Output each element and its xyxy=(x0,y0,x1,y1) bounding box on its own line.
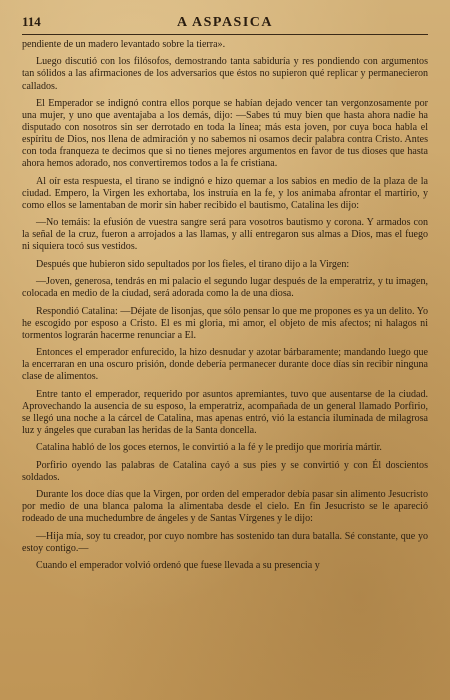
paragraph: Cuando el emperador volvió ordenó que fuese llevada a su presencia y xyxy=(36,560,320,572)
paragraph: Entre tanto el emperador, requerido por asuntos apremiantes, tuvo que ausentarse de la ciudad. Aprovechando la ausencia de su esposo, la emperatriz, acompañada de un general llamado Porfirio, se llegó una noche a la cárcel de Catalina, mas apenas entró, vió la estancia iluminada de milagrosa luz y ángeles que curaban las heridas de la Santa doncella. xyxy=(22,388,428,436)
page-header xyxy=(22,14,428,35)
paragraph: Durante los doce días que la Virgen, por orden del emperador debía pasar sin alimento Jesucristo por medio de una blanca paloma la alimentaba desde el cielo. En fin Jesucristo se le apareció rodeado de una muchedumbre de ángeles y de Santas Vírgenes y le dijo: xyxy=(22,489,428,525)
paragraph: Catalina habló de los goces eternos, le convirtió a la fé y le predijo que moriría mártir. xyxy=(36,442,382,454)
paragraph-continuation: pendiente de un madero levantado sobre la tierra». xyxy=(22,39,226,50)
paragraph: Después que hubieron sido sepultados por los fieles, el tirano dijo a la Virgen: xyxy=(36,258,350,270)
paragraph: El Emperador se indignó contra ellos porque se habían dejado vencer tan vergonzosamente por una mujer, y uno que aventajaba a los demás, dijo: —Sabes tú muy bien que hasta ahora nadie ha disputado con nosotros sin ser derrotado en toda la línea; más esta joven, por cuya boca habla el espíritu de Dios, nos llena de admiración y no sabemos ni osamos decir palabra contra Cristo. Antes con toda franqueza te decimos que si no tienes mejores argumentos en favor de tus dioses que hasta ahora hemos adorado, nos convertiremos todos a la fe cristiana. xyxy=(22,97,428,170)
paragraph: —Hija mía, soy tu creador, por cuyo nombre has sostenido tan dura batalla. Sé constante, que yo estoy contigo.— xyxy=(22,530,428,554)
paragraph: Entonces el emperador enfurecido, la hizo desnudar y azotar bárbaramente; mandando luego que la encerraran en una oscuro prisión, donde debería permanecer durante doce días sin recibir ninguna clase de alimentos. xyxy=(22,347,428,383)
paragraph: —No temáis: la efusión de vuestra sangre será para vosotros bautismo y corona. Y armados con la señal de la cruz, fueron a arrojados a las llamas, y allí entregaron sus almas a Dios, mas el fuego ni siquiera tocó sus vestidos. xyxy=(22,217,428,253)
page-number: 114 xyxy=(22,14,41,29)
paragraph: Porfirio oyendo las palabras de Catalina cayó a sus pies y se convirtió y con Él doscientos soldados. xyxy=(22,459,428,483)
body-text xyxy=(22,39,428,572)
paragraph: —Joven, generosa, tendrás en mi palacio el segundo lugar después de la emperatriz, y tu imagen, colocada en medio de la ciudad, será adorada como la de una diosa. xyxy=(22,276,428,300)
running-head: A ASPASICA xyxy=(176,15,274,30)
paragraph: Luego discutió con los filósofos, demostrando tanta sabiduría y res pondiendo con argumentos tan sólidos a las afirmaciones de los adversarios que éstos no supieron qué replicar y permanecieron callados. xyxy=(22,56,428,92)
paragraph: Al oír esta respuesta, el tirano se indignó e hizo quemar a los sabios en medio de la plaza de la ciudad. Empero, la Virgen les exhortaba, los instruía en la fe, y los animaba afrontar el martirio, y como ellos se lamentaban de morir sin haber recibido el bautismo, Catalina les dijo: xyxy=(22,175,428,211)
paragraph: Respondió Catalina: —Déjate de lisonjas, que sólo pensar lo que me propones es ya un delito. Yo he escogido por esposo a Cristo. El es mi gloria, mi amor, el objeto de mis afectos; ni halagos ni tormentos lograrán hacerme renunciar a El. xyxy=(22,305,428,341)
